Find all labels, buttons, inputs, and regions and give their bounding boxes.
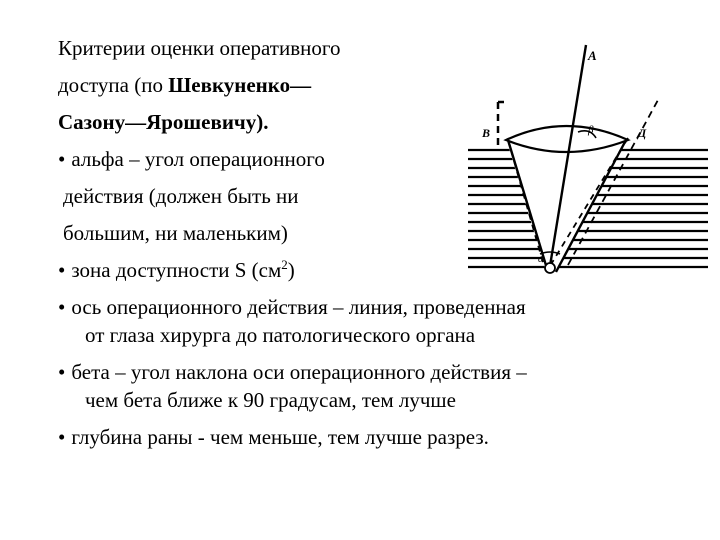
bullet-beta-text-1: бета – угол наклона оси операционного действия – (71, 360, 527, 384)
title-line-2-regular: доступа (по (58, 73, 169, 97)
bullet-marker: • (58, 147, 66, 171)
label-a: А (588, 48, 597, 63)
organ-marker (545, 263, 555, 273)
bullet-beta-line-2: чем бета ближе к 90 градусам, тем лучше (85, 388, 456, 412)
label-d: Д (638, 126, 647, 140)
bullet-alpha-text-1: альфа – угол операционного (71, 147, 325, 171)
bullet-depth-text: глубина раны - чем меньше, тем лучше разрез. (71, 425, 489, 449)
bullet-depth (58, 419, 708, 456)
bullet-zone-close-paren: ) (287, 258, 295, 282)
surgical-access-diagram (468, 40, 708, 285)
bullet-axis-text-1: ось операционного действия – линия, проведенная (71, 295, 526, 319)
bullet-alpha-line-2: действия (должен быть ни (63, 184, 299, 208)
superscript-2: 2 (281, 257, 288, 272)
title-line-1: Критерии оценки оперативного (58, 36, 341, 60)
bullet-depth-line (58, 419, 708, 456)
bullet-marker: • (58, 360, 66, 384)
bullet-marker: • (58, 295, 66, 319)
bullet-axis-line-2: от глаза хирурга до патологического органа (85, 323, 476, 347)
bullet-marker: • (58, 258, 66, 282)
title-line-3: Сазону—Ярошевичу). (58, 110, 269, 134)
bullet-beta (58, 354, 708, 419)
label-beta: β (588, 124, 594, 136)
bullet-marker: • (58, 425, 66, 449)
bullet-alpha-line-3: большим, ни маленьким) (63, 221, 288, 245)
bullet-axis (58, 289, 708, 354)
label-b: В (482, 126, 491, 140)
label-alpha: α (538, 254, 544, 265)
title-line-2-bold: Шевкуненко— (168, 73, 312, 97)
bullet-zone-text: зона доступности S (см (71, 258, 282, 282)
